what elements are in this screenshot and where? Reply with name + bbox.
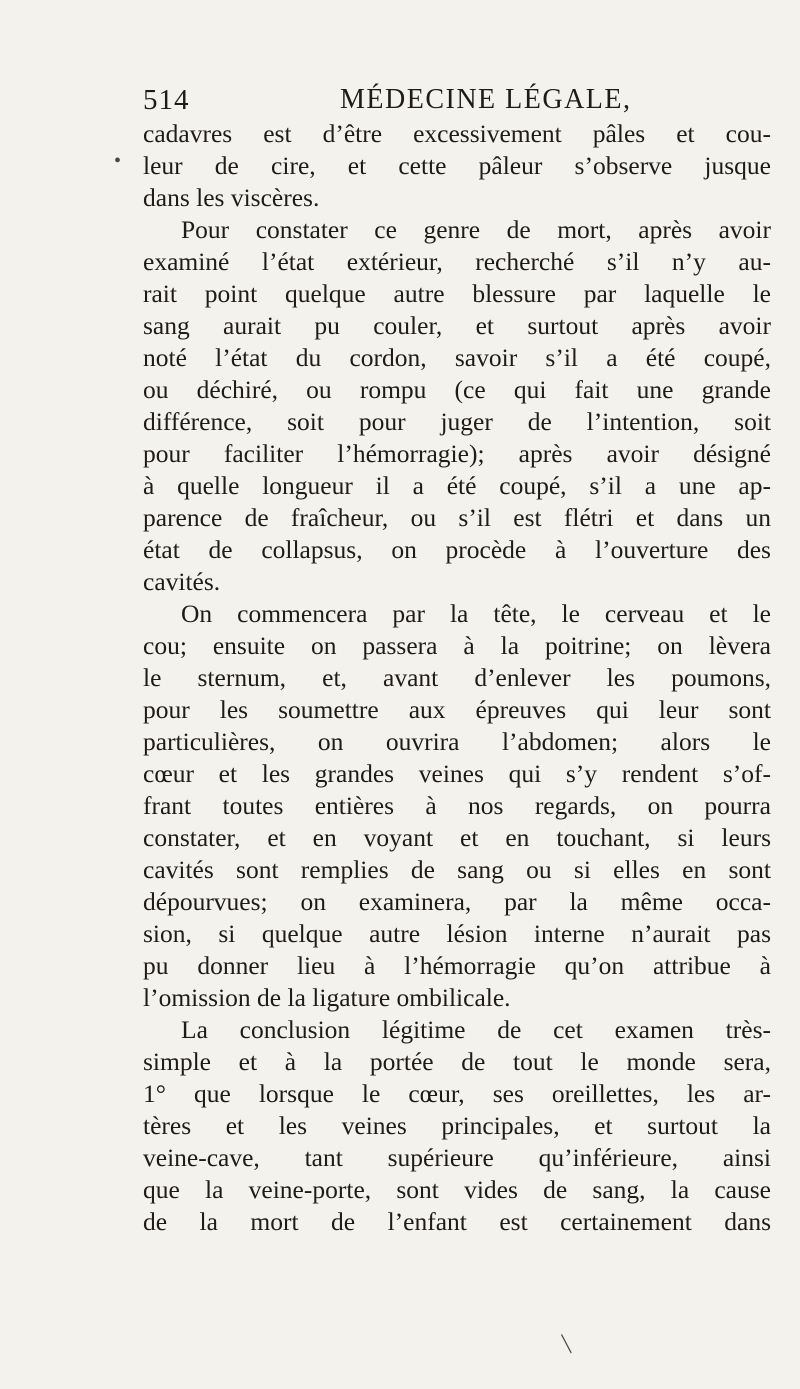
text-line: état de collapsus, on procède à l’ouverture des [143,535,771,564]
text-line: constater, et en voyant et en touchant, si leurs [143,823,771,852]
text-line: frant toutes entières à nos regards, on pourra [143,791,771,820]
text-line: parence de fraîcheur, ou s’il est flétri et dans un [143,503,771,532]
text-line: cou; ensuite on passera à la poitrine; on lèvera [143,631,771,660]
text-line: l’omission de la ligature ombilicale. [143,983,511,1012]
text-line: cœur et les grandes veines qui s’y rendent s’of- [143,759,771,788]
text-line: ou déchiré, ou rompu (ce qui fait une grande [143,375,771,404]
text-line: pour faciliter l’hémorragie); après avoir désigné [143,439,771,468]
stray-pencil-mark: ╱ [557,1335,577,1354]
text-line: cadavres est d’être excessivement pâles et cou- [143,119,771,148]
body-text [143,118,771,1238]
text-line: à quelle longueur il a été coupé, s’il a une ap- [143,471,771,500]
page-number: 514 [143,84,190,116]
text-line: examiné l’état extérieur, recherché s’il n’y au- [143,247,771,276]
text-line: particulières, on ouvrira l’abdomen; alors le [143,727,771,756]
stray-dot-mark: • [114,150,122,172]
text-line: tères et les veines principales, et surtout la [143,1111,771,1140]
text-line: On commencera par la tête, le cerveau et le [181,599,771,628]
text-line: le sternum, et, avant d’enlever les poumons, [143,663,771,692]
text-line: différence, soit pour juger de l’intention, soit [143,407,771,436]
text-line: sion, si quelque autre lésion interne n’aurait pas [143,919,771,948]
text-line: pour les soumettre aux épreuves qui leur sont [143,695,771,724]
text-line: que la veine-porte, sont vides de sang, la cause [143,1175,771,1204]
text-line: de la mort de l’enfant est certainement dans [143,1207,771,1236]
text-line: pu donner lieu à l’hémorragie qu’on attribue à [143,951,771,980]
text-line: rait point quelque autre blessure par laquelle le [143,279,771,308]
page-header [143,80,663,120]
text-line: dépourvues; on examinera, par la même occa- [143,887,771,916]
text-line: leur de cire, et cette pâleur s’observe jusque [143,151,771,180]
text-line: noté l’état du cordon, savoir s’il a été coupé, [143,343,771,372]
text-line: La conclusion légitime de cet examen très- [181,1015,771,1044]
text-line: cavités. [143,567,221,596]
text-line: sang aurait pu couler, et surtout après avoir [143,311,771,340]
text-line: Pour constater ce genre de mort, après avoir [181,215,771,244]
text-line: 1° que lorsque le cœur, ses oreillettes, les ar- [143,1079,771,1108]
text-line: simple et à la portée de tout le monde sera, [143,1047,771,1076]
running-head: MÉDECINE LÉGALE, [340,84,632,115]
text-line: dans les viscères. [143,183,320,212]
text-line: veine-cave, tant supérieure qu’inférieure, ainsi [143,1143,771,1172]
text-line: cavités sont remplies de sang ou si elles en sont [143,855,771,884]
